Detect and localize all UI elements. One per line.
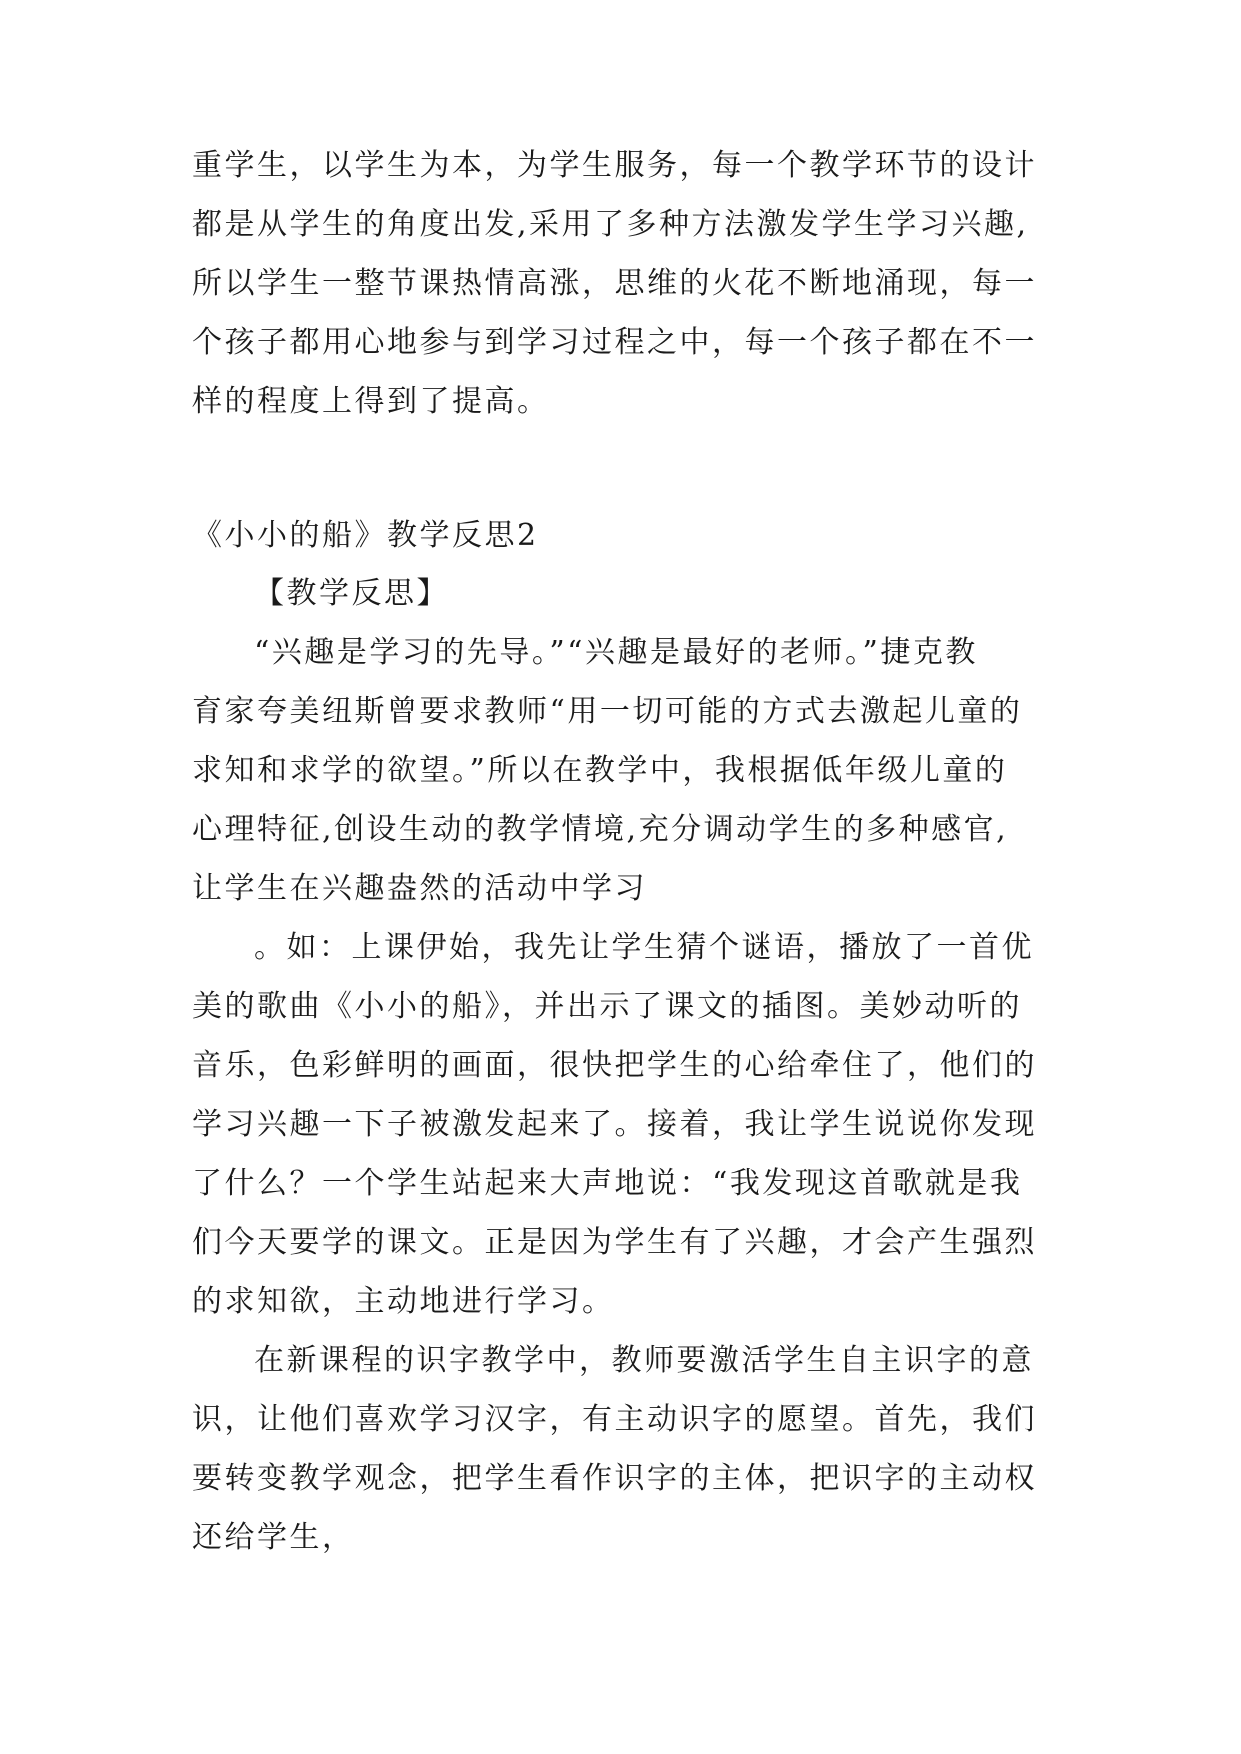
paragraph-line: 的求知欲，主动地进行学习。 — [192, 1284, 615, 1319]
paragraph-line: 们今天要学的课文。正是因为学生有了兴趣，才会产生强烈 — [192, 1225, 1037, 1260]
paragraph-line: 都是从学生的角度出发,采用了多种方法激发学生学习兴趣, — [192, 207, 1029, 242]
paragraph-line: 学习兴趣一下子被激发起来了。接着，我让学生说说你发现 — [192, 1107, 1037, 1142]
paragraph-line: 所以学生一整节课热情高涨，思维的火花不断地涌现，每一 — [192, 266, 1037, 301]
paragraph-line: 美的歌曲《小小的船》，并出示了课文的插图。美妙动听的 — [192, 989, 1022, 1024]
paragraph-line: 。如：上课伊始，我先让学生猜个谜语，播放了一首优 — [254, 930, 1034, 965]
section-heading: 《小小的船》教学反思2 — [192, 518, 539, 553]
paragraph-line: 让学生在兴趣盎然的活动中学习 — [192, 871, 647, 906]
paragraph-line: 样的程度上得到了提高。 — [192, 384, 550, 419]
paragraph-line: 育家夸美纽斯曾要求教师“用一切可能的方式去激起儿童的 — [192, 694, 1023, 729]
paragraph-line: 要转变教学观念，把学生看作识字的主体，把识字的主动权 — [192, 1461, 1037, 1496]
paragraph-line: 求知和求学的欲望。”所以在教学中，我根据低年级儿童的 — [192, 753, 1008, 788]
paragraph-line: 还给学生， — [192, 1520, 355, 1555]
paragraph-line: “兴趣是学习的先导。”“兴趣是最好的老师。”捷克教 — [254, 635, 978, 670]
paragraph-line: 在新课程的识字教学中，教师要激活学生自主识字的意 — [254, 1343, 1034, 1378]
paragraph-line: 了什么？一个学生站起来大声地说：“我发现这首歌就是我 — [192, 1166, 1023, 1201]
paragraph-line: 心理特征,创设生动的教学情境,充分调动学生的多种感官, — [192, 812, 1009, 847]
paragraph-line: 识，让他们喜欢学习汉字，有主动识字的愿望。首先，我们 — [192, 1402, 1037, 1437]
subheading: 【教学反思】 — [254, 576, 449, 611]
paragraph-line: 重学生，以学生为本，为学生服务，每一个教学环节的设计 — [192, 148, 1037, 183]
paragraph-line: 个孩子都用心地参与到学习过程之中，每一个孩子都在不一 — [192, 325, 1037, 360]
paragraph-line: 音乐，色彩鲜明的画面，很快把学生的心给牵住了，他们的 — [192, 1048, 1037, 1083]
